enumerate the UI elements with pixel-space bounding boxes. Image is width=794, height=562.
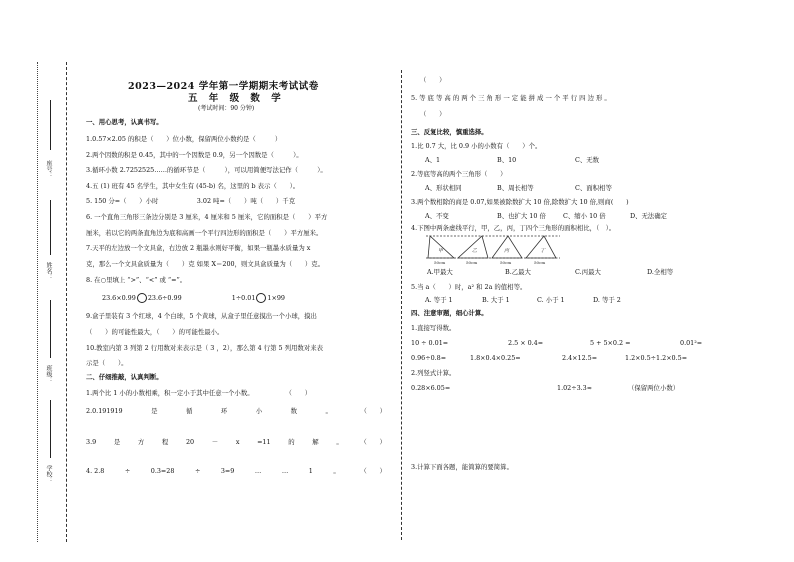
compare-left-b: 23.6÷0.99 — [147, 294, 182, 302]
label-yi: 乙 — [472, 248, 478, 254]
s3-q1-c[interactable]: C、无数 — [575, 156, 600, 164]
compare-right-b: 1×99 — [267, 294, 285, 302]
s4-r1-c1: 10 ÷ 0.01= — [411, 339, 449, 347]
s4-r2-c4: 1.2×0.5÷1.2×0.5= — [625, 354, 688, 362]
s3-q4-a[interactable]: A.甲最大 — [427, 268, 453, 276]
binding-line-outer — [37, 62, 38, 542]
s3-q1-b[interactable]: B、10 — [497, 156, 517, 164]
s2-q5-paren[interactable]: （ ） — [420, 110, 446, 118]
s3-q1-a[interactable]: A、1 — [425, 156, 441, 164]
s1-q6a: 6. 一个直角三角形三条边分别是 3 厘米，4 厘米和 5 厘米，它的面积是（ ）平方 — [86, 213, 328, 221]
name-label: 姓名： — [45, 262, 52, 280]
section3-heading: 三、反复比较，慎重选择。 — [411, 128, 488, 136]
s1-q7b: 克，那么一个文具盒质量为（ ）克 如果 X＝200，则文具盒质量为（ ）克。 — [86, 260, 325, 268]
s4-r2-c3: 2.4×12.5= — [562, 354, 598, 362]
s3-q2-b[interactable]: B、周长相等 — [497, 184, 534, 192]
s3-q2-a[interactable]: A、形状相同 — [425, 184, 462, 192]
s3-q5-d[interactable]: D. 等于 2 — [593, 296, 621, 304]
s3-q4-d[interactable]: D.全相等 — [647, 268, 674, 276]
s3-q4-b[interactable]: B.乙最大 — [505, 268, 531, 276]
s1-q10b: 示是（ ）。 — [86, 359, 128, 367]
triangle-figure — [424, 234, 564, 264]
s1-q9b: （ ）的可能性最大，（ ）的可能性最小。 — [86, 328, 224, 336]
name-blank[interactable] — [50, 200, 51, 255]
section2-heading: 二、仔细推敲，认真判断。 — [86, 373, 163, 381]
compare-row — [102, 293, 285, 303]
s1-q1: 1.0.57×2.05 的积是（ ）位小数，保留两位小数约是（ ） — [86, 135, 282, 143]
label-ding: 丁 — [540, 248, 546, 254]
compare-circle-2[interactable] — [256, 293, 266, 303]
s2-q5: 5. 等 底 等 高 的 两 个 三 角 形 一 定 能 拼 成 一 个 平 行 四 边 形 。 — [411, 94, 611, 102]
s3-q3-c[interactable]: C、缩小 10 倍 — [563, 212, 606, 220]
school-blank[interactable] — [50, 400, 51, 458]
s3-q4: 4.下图中两条虚线平行，甲，乙，丙，丁四个三角形的面积相比，（ ）。 — [411, 224, 616, 232]
s3-q3-b[interactable]: B、也扩大 10 倍 — [497, 212, 546, 220]
compare-left-a: 23.6×0.99 — [102, 294, 136, 302]
s3-q2-c[interactable]: C、面积相等 — [575, 184, 612, 192]
s3-q2: 2.等底等高的两个三角形（ ） — [411, 170, 507, 178]
base-ding: 50cm — [534, 260, 546, 264]
s3-q3: 3.两个数相除的商是 0.07,如果被除数扩大 10 倍,除数扩大 10 倍,则商( ) — [411, 198, 629, 206]
s2-q2: 2.0.191919 是 循 环 小 数 。 （ ） — [86, 407, 386, 415]
page-divider — [401, 70, 402, 540]
s1-q6b: 厘米，若以它的两条直角边为底和高画一个平行四边形的面积是（ ）平方厘米。 — [86, 229, 323, 237]
triangle-bing — [492, 236, 522, 258]
exam-subject: 五 年 级 数 学 — [188, 93, 285, 104]
s1-q8: 8. 在○里填上 “>”、“<” 或 “=”。 — [86, 276, 187, 284]
s1-q2: 2.两个因数的积是 0.45，其中的一个因数是 0.9，另一个因数是（ ）。 — [86, 151, 303, 159]
s3-q1: 1.比 0.7 大，比 0.9 小的小数有（ ）个。 — [411, 142, 542, 150]
s2-q4: 4. 2.8 ÷ 0.3=28 ÷ 3=9 … … 1 。 （ ） — [86, 467, 386, 475]
school-label: 学校： — [45, 465, 52, 483]
s3-q5: 5.当 a（ ）时，a² 和 2a 的值相等。 — [411, 283, 527, 291]
s3-q5-b[interactable]: B. 大于 1 — [482, 296, 510, 304]
s2-q3-answer[interactable]: （ ） — [360, 438, 386, 446]
section4-heading: 四、注意审题，细心计算。 — [411, 309, 488, 317]
section1-heading: 一、用心思考，认真书写。 — [86, 118, 163, 126]
s2-q4-answer[interactable]: （ ） — [360, 467, 386, 475]
s1-q7a: 7.天平的左边放一个文具盒，右边放 2 瓶墨水则好平衡，如果一瓶墨水质量为 x — [86, 244, 311, 252]
s3-q4-c[interactable]: C.丙最大 — [575, 268, 601, 276]
seat-number-blank[interactable] — [50, 100, 51, 150]
exam-title: 2023—2024 学年第一学期期末考试试卷 — [128, 81, 319, 92]
s4-calc-b: 1.02÷3.3≈ — [557, 384, 593, 392]
class-blank[interactable] — [50, 300, 51, 358]
s1-q4: 4.五 (1) 班有 45 名学生，其中女生有 (45-b) 名，这里的 b 表示（ ）。 — [86, 182, 300, 190]
s4-p2: 2.列竖式计算。 — [411, 369, 456, 377]
s4-p1: 1.直接写得数。 — [411, 324, 456, 332]
base-yi: 50cm — [466, 260, 478, 264]
s1-q5: 5. 150 分=（ ）小时 3.02 吨=（ ）吨（ ）千克 — [86, 197, 296, 205]
s2-q3: 3.9 是 方 程 20 － x =11 的 解 。 （ ） — [86, 438, 386, 446]
s1-q3: 3.循环小数 2.7252525……的循环节是（ ），可以用简便写法记作（ ）。 — [86, 166, 327, 174]
triangle-jia — [428, 236, 454, 258]
compare-circle-1[interactable] — [137, 293, 147, 303]
s3-q3-a[interactable]: A、不变 — [425, 212, 449, 220]
s4-calc-a: 0.28×6.05= — [411, 384, 451, 392]
binding-line-inner — [66, 62, 67, 542]
s4-r2-c1: 0.96÷0.8= — [411, 354, 447, 362]
base-bing: 50cm — [500, 260, 512, 264]
r-cont-paren[interactable]: （ ） — [420, 76, 446, 84]
label-bing: 丙 — [504, 248, 510, 254]
s3-q3-d[interactable]: D、无法确定 — [630, 212, 668, 220]
s3-q5-c[interactable]: C. 小于 1 — [537, 296, 565, 304]
seat-number-label: 座号： — [45, 160, 52, 178]
s4-r2-c2: 1.8×0.4×0.25= — [470, 354, 521, 362]
s1-q10a: 10.教室内第 3 列第 2 行用数对来表示是（ 3 ，2），那么第 4 行第 5 列用数对来表 — [86, 344, 323, 352]
s4-calc-note: （保留两位小数） — [628, 384, 680, 392]
base-jia: 50cm — [434, 260, 446, 264]
s2-q2-answer[interactable]: （ ） — [360, 407, 386, 415]
compare-right-a: 1÷0.01 — [231, 294, 256, 302]
s4-p3: 3.计算下面各题，能简算的要简算。 — [411, 463, 513, 471]
triangle-ding — [526, 236, 556, 258]
s3-q5-a[interactable]: A. 等于 1 — [425, 296, 453, 304]
exam-time: (考试时间：90 分钟) — [198, 105, 255, 112]
triangle-yi — [458, 236, 488, 258]
s4-r1-c2: 2.5 × 0.4= — [508, 339, 544, 347]
s1-q9a: 9.盒子里装有 3 个红球，4 个白球，5 个黄球，从盒子里任意摸出一个小球，摸出 — [86, 312, 317, 320]
s4-r1-c4: 0.01²= — [680, 339, 703, 347]
s4-r1-c3: 5 + 5×0.2 = — [590, 339, 631, 347]
label-jia: 甲 — [438, 248, 444, 254]
class-label: 班级： — [45, 365, 52, 383]
s2-q1: 1.两个比 1 小的小数相乘，积一定小于其中任意一个小数。 （ ） — [86, 389, 312, 397]
